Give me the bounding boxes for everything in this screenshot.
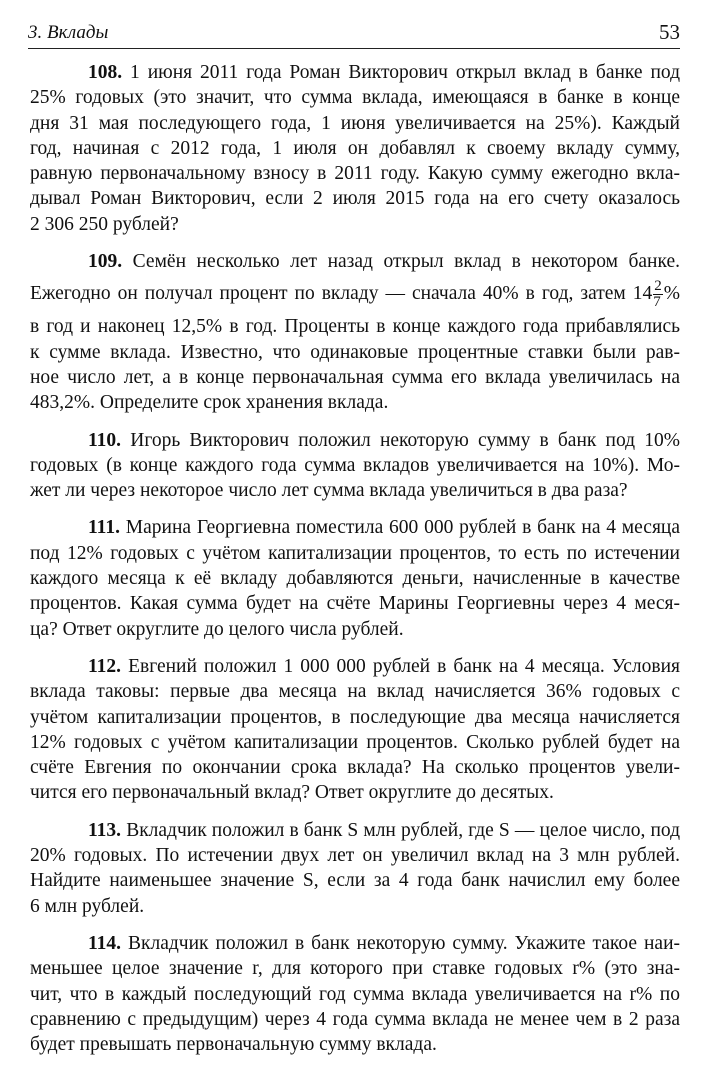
line-text: чит, что в каждый последующий год сумма вклада увеличивается на r% по <box>30 983 680 1005</box>
text-line <box>30 868 680 893</box>
line-text: будет превышать первоначальную сумму вклада. <box>30 1034 437 1056</box>
line-text: Семён несколько лет назад открыл вклад в некотором банке. <box>132 251 680 273</box>
line-text: Вкладчик положил в банк S млн рублей, где S — целое число, под <box>126 819 680 841</box>
text-line <box>30 541 680 566</box>
text-line <box>30 428 680 453</box>
running-header <box>28 20 680 49</box>
problem-number: 109. <box>88 251 123 273</box>
line-text: счёте Евгения по окончании срока вклада? На сколько процентов увели- <box>30 757 680 779</box>
text-line <box>30 843 680 868</box>
text-line <box>30 931 680 956</box>
problem-108 <box>30 60 680 237</box>
line-text: дывал Роман Викторович, если 2 июля 2015 года на его счету оказалось <box>30 188 680 210</box>
problem-number: 112. <box>88 655 122 677</box>
problem-number: 113. <box>88 819 122 841</box>
text-line <box>30 212 680 237</box>
problem-114 <box>30 931 680 1057</box>
text-line <box>30 705 680 730</box>
text-line <box>30 111 680 136</box>
text-line <box>30 1032 680 1057</box>
line-text: сравнению с предыдущим) через 4 года сумма вклада не менее чем в 2 раза <box>30 1008 680 1030</box>
line-text: каждого месяца к её вкладу добавляются деньги, начисленные в качестве <box>30 568 680 590</box>
line-text: чится его первоначальный вклад? Ответ округлите до десятых. <box>30 782 554 804</box>
line-text: 483,2%. Определите срок хранения вклада. <box>30 392 389 414</box>
text-line <box>30 340 680 365</box>
problem-number: 114. <box>88 932 122 954</box>
text-line <box>30 249 680 274</box>
problem-110 <box>30 428 680 504</box>
percent-sign: % <box>663 283 680 305</box>
line-text: жет ли через некоторое число лет сумма вклада увеличиться в два раза? <box>30 480 628 502</box>
text-line <box>30 982 680 1007</box>
text-line <box>30 136 680 161</box>
line-text: к сумме вклада. Известно, что одинаковые процентные ставки были рав- <box>30 341 680 363</box>
line-text: меньшее целое значение r, для которого при ставке годовых r% (это зна- <box>30 958 680 980</box>
text-line <box>30 654 680 679</box>
line-text: Марина Георгиевна поместила 600 000 рублей в банк на 4 месяца <box>125 517 681 539</box>
problem-number: 108. <box>88 62 123 83</box>
line-text: 1 июня 2011 года Роман Викторович открыл вклад в банке под <box>130 62 681 83</box>
text-line <box>30 1007 680 1032</box>
line-text: учётом капитализации процентов, в последующие два месяца начисляется <box>30 706 680 728</box>
text-line <box>30 818 680 843</box>
text-line <box>30 161 680 186</box>
problem-number: 111. <box>88 517 120 539</box>
fraction-denominator: 7 <box>653 294 661 311</box>
line-text: годовых (в конце каждого года сумма вкладов увеличивается на 10%). Мо- <box>30 454 680 476</box>
line-text: Найдите наименьшее значение S, если за 4 года банк начислил ему более <box>30 870 680 892</box>
text-line <box>30 617 680 642</box>
line-text: год, начиная с 2012 года, 1 июля он добавлял к своему вкладу сумму, <box>30 137 680 159</box>
line-text: 12% годовых с учётом капитализации процентов. Сколько рублей будет на <box>30 731 680 753</box>
text-line <box>30 478 680 503</box>
text-line <box>30 730 680 755</box>
line-text: вклада таковы: первые два месяца на вклад начисляется 36% годовых с <box>30 681 680 703</box>
line-text: Ежегодно он получал процент по вкладу — сначала 40% в год, затем 14 <box>30 283 653 305</box>
text-line <box>30 894 680 919</box>
text-line <box>30 591 680 616</box>
text-line <box>30 453 680 478</box>
text-line <box>30 679 680 704</box>
line-text: 2 306 250 рублей? <box>30 213 179 235</box>
text-line <box>30 755 680 780</box>
line-text: дня 31 мая последующего года, 1 июня увеличивается на 25%). Каждый <box>30 112 680 134</box>
line-text: процентов. Какая сумма будет на счёте Марины Георгиевны через 4 меся- <box>30 593 680 615</box>
line-text: Игорь Викторович положил некоторую сумму в банк под 10% <box>130 429 681 451</box>
line-text: в год и наконец 12,5% в год. Проценты в конце каждого года прибавлялись <box>30 316 680 338</box>
text-line <box>30 566 680 591</box>
fraction-numerator: 2 <box>654 278 662 295</box>
line-text: Вкладчик положил в банк некоторую сумму. Укажите такое наи- <box>128 932 680 954</box>
text-line <box>30 60 680 85</box>
line-text: ца? Ответ округлите до целого числа рублей. <box>30 618 404 640</box>
text-line <box>30 274 680 314</box>
problem-number: 110. <box>88 429 122 451</box>
text-line <box>30 780 680 805</box>
text-line <box>30 85 680 110</box>
line-text: 20% годовых. По истечении двух лет он увеличил вклад на 3 млн рублей. <box>30 845 680 867</box>
page-body <box>30 60 680 1069</box>
problem-113 <box>30 818 680 919</box>
problem-109 <box>30 249 680 415</box>
line-text: 6 млн рублей. <box>30 895 145 917</box>
text-line <box>30 956 680 981</box>
line-text: 25% годовых (это значит, что сумма вклада, имеющаяся в банке в конце <box>30 87 680 109</box>
line-text: ное число лет, а в конце первоначальная сумма его вклада увеличилась на <box>30 366 680 388</box>
problem-111 <box>30 515 680 641</box>
text-line <box>30 365 680 390</box>
problem-112 <box>30 654 680 806</box>
text-line <box>30 390 680 415</box>
text-line <box>30 515 680 540</box>
line-text: равную первоначальному взносу в 2011 году. Какую сумму ежегодно вкла- <box>30 163 680 185</box>
text-line <box>30 186 680 211</box>
line-text: под 12% годовых с учётом капитализации процентов, то есть по истечении <box>30 542 680 564</box>
page-number: 53 <box>659 20 680 44</box>
line-text: Евгений положил 1 000 000 рублей в банк на 4 месяца. Условия <box>128 655 681 677</box>
text-line <box>30 314 680 339</box>
chapter-title: 3. Вклады <box>28 22 109 43</box>
fraction <box>653 279 663 310</box>
